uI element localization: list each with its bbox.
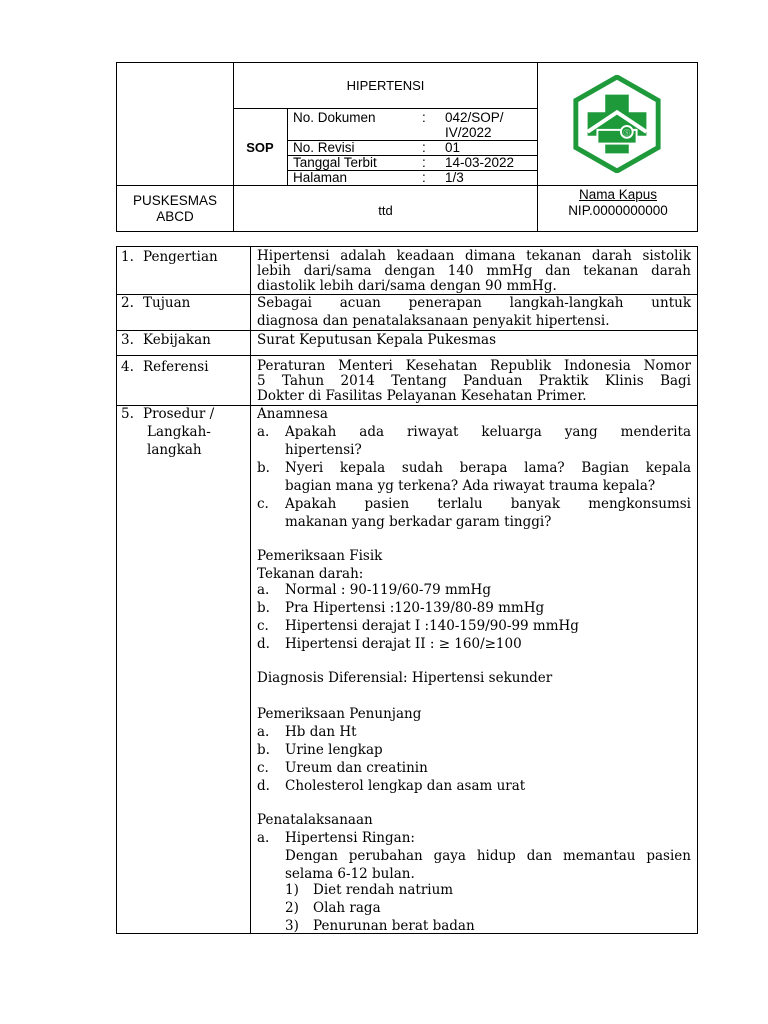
doc-number-value-cont: IV/2022 bbox=[445, 125, 492, 140]
list-item-cont: makanan yang berkadar garam tinggi? bbox=[285, 514, 552, 530]
list-marker: c. bbox=[257, 618, 269, 634]
section-title: Kebijakan bbox=[143, 332, 211, 348]
list-text: Penurunan berat badan bbox=[313, 918, 475, 934]
issue-date-value: 14-03-2022 bbox=[445, 155, 515, 170]
list-text: Hb dan Ht bbox=[285, 724, 357, 740]
list-text: Normal : 90-119/60-79 mmHg bbox=[285, 582, 491, 598]
list-item bbox=[257, 723, 357, 741]
list-item bbox=[257, 741, 383, 759]
divider bbox=[287, 108, 288, 185]
section-title-cont: langkah bbox=[147, 442, 202, 458]
list-marker: d. bbox=[257, 778, 270, 794]
section-line: diagnosa dan penatalaksanaan penyakit hipertensi. bbox=[257, 313, 610, 329]
colon: : bbox=[422, 110, 426, 125]
organization-name bbox=[117, 193, 233, 225]
section-line: Hipertensi adalah keadaan dimana tekanan darah sistolik bbox=[257, 248, 691, 264]
section-number: 3. bbox=[121, 332, 134, 348]
subsection-title: Anamnesa bbox=[257, 406, 328, 422]
divider bbox=[117, 185, 697, 186]
doc-number-label: No. Dokumen bbox=[293, 110, 376, 125]
list-item-desc: Dengan perubahan gaya hidup dan memantau pasien bbox=[285, 848, 691, 864]
organization-line: ABCD bbox=[156, 209, 194, 224]
colon: : bbox=[422, 155, 426, 170]
section-label bbox=[121, 294, 190, 312]
puskesmas-logo-icon bbox=[568, 75, 666, 173]
subsection-title: Pemeriksaan Fisik bbox=[257, 548, 383, 564]
subsection-title: Pemeriksaan Penunjang bbox=[257, 706, 422, 722]
section-label bbox=[121, 405, 214, 423]
list-text: Urine lengkap bbox=[285, 742, 383, 758]
divider bbox=[233, 108, 538, 109]
list-item-cont: hipertensi? bbox=[285, 442, 362, 458]
list-item-desc: selama 6-12 bulan. bbox=[285, 866, 415, 882]
list-marker: a. bbox=[257, 582, 270, 598]
list-text: Diet rendah natrium bbox=[313, 882, 454, 898]
divider bbox=[117, 355, 697, 356]
list-marker: b. bbox=[257, 460, 270, 476]
diagnosis-text: Diagnosis Diferensial: Hipertensi sekunder bbox=[257, 670, 553, 686]
logo-mark: Ⓢ bbox=[623, 128, 631, 137]
list-item bbox=[257, 829, 415, 847]
list-item: Apakah pasien terlalu banyak mengkonsumsi bbox=[285, 496, 691, 512]
list-item bbox=[257, 581, 491, 599]
section-number: 2. bbox=[121, 295, 134, 311]
section-label bbox=[121, 331, 211, 349]
colon: : bbox=[422, 170, 426, 185]
list-item bbox=[257, 759, 428, 777]
list-item: Nyeri kepala sudah berapa lama? Bagian kepala bbox=[285, 460, 691, 476]
signature: ttd bbox=[378, 203, 393, 218]
section-line: 5 Tahun 2014 Tentang Panduan Praktik Klinis Bagi bbox=[257, 373, 691, 389]
list-marker: c. bbox=[257, 760, 269, 776]
list-marker: d. bbox=[257, 636, 270, 652]
page-label: Halaman bbox=[293, 170, 348, 185]
page-value: 1/3 bbox=[445, 170, 464, 185]
section-line: Sebagai acuan penerapan langkah-langkah untuk bbox=[257, 295, 691, 311]
list-marker: a. bbox=[257, 830, 270, 846]
list-text: Pra Hipertensi :120-139/80-89 mmHg bbox=[285, 600, 545, 616]
section-title-cont: Langkah- bbox=[147, 424, 211, 440]
revision-value: 01 bbox=[445, 140, 461, 155]
list-marker: a. bbox=[257, 724, 270, 740]
document-title: HIPERTENSI bbox=[346, 78, 425, 93]
list-marker: b. bbox=[257, 600, 270, 616]
list-item bbox=[257, 635, 522, 653]
sop-label: SOP bbox=[246, 140, 274, 155]
section-title: Pengertian bbox=[143, 249, 218, 265]
list-marker: b. bbox=[257, 742, 270, 758]
list-marker: 3) bbox=[285, 918, 299, 934]
section-number: 1. bbox=[121, 249, 134, 265]
section-line: Dokter di Fasilitas Pelayanan Kesehatan Primer. bbox=[257, 388, 587, 404]
document-header bbox=[116, 62, 698, 232]
list-text: Hipertensi derajat II : ≥ 160/≥100 bbox=[285, 636, 522, 652]
subsection-subtitle: Tekanan darah: bbox=[257, 566, 364, 582]
section-line: lebih dari/sama dengan 140 mmHg dan tekanan darah bbox=[257, 263, 691, 279]
list-marker: 1) bbox=[285, 882, 299, 898]
section-label bbox=[121, 358, 209, 376]
list-text: Hipertensi Ringan: bbox=[285, 830, 415, 846]
section-line: Peraturan Menteri Kesehatan Republik Indonesia Nomor bbox=[257, 358, 691, 374]
section-title: Prosedur / bbox=[143, 406, 215, 422]
issue-date-label: Tanggal Terbit bbox=[293, 155, 377, 170]
head-name: Nama Kapus bbox=[578, 187, 658, 202]
list-text: Ureum dan creatinin bbox=[285, 760, 428, 776]
divider bbox=[250, 247, 251, 933]
list-text: Cholesterol lengkap dan asam urat bbox=[285, 778, 526, 794]
section-number: 4. bbox=[121, 359, 134, 375]
head-signatory bbox=[538, 187, 698, 219]
list-item bbox=[257, 599, 544, 617]
sub-list-item bbox=[285, 917, 475, 935]
list-marker: 2) bbox=[285, 900, 299, 916]
sub-list-item bbox=[285, 881, 453, 899]
section-title: Referensi bbox=[143, 359, 209, 375]
doc-number-value: 042/SOP/ bbox=[445, 110, 504, 125]
list-item: Apakah ada riwayat keluarga yang menderita bbox=[285, 424, 691, 440]
list-marker: c. bbox=[257, 496, 269, 512]
sop-content-table bbox=[116, 246, 698, 934]
list-item-cont: bagian mana yg terkena? Ada riwayat trauma kepala? bbox=[285, 478, 656, 494]
list-item bbox=[257, 617, 579, 635]
colon: : bbox=[422, 140, 426, 155]
revision-label: No. Revisi bbox=[293, 140, 355, 155]
subsection-title: Penatalaksanaan bbox=[257, 812, 373, 828]
sub-list-item bbox=[285, 899, 381, 917]
list-marker: a. bbox=[257, 424, 270, 440]
section-number: 5. bbox=[121, 406, 134, 422]
list-text: Hipertensi derajat I :140-159/90-99 mmHg bbox=[285, 618, 579, 634]
list-item bbox=[257, 777, 525, 795]
list-text: Olah raga bbox=[313, 900, 381, 916]
section-title: Tujuan bbox=[143, 295, 191, 311]
section-line: Surat Keputusan Kepala Pukesmas bbox=[257, 332, 497, 348]
section-line: diastolik lebih dari/sama dengan 90 mmHg. bbox=[257, 278, 557, 294]
head-nip: NIP.0000000000 bbox=[568, 203, 668, 218]
section-label bbox=[121, 248, 218, 266]
organization-line: PUSKESMAS bbox=[132, 193, 218, 208]
